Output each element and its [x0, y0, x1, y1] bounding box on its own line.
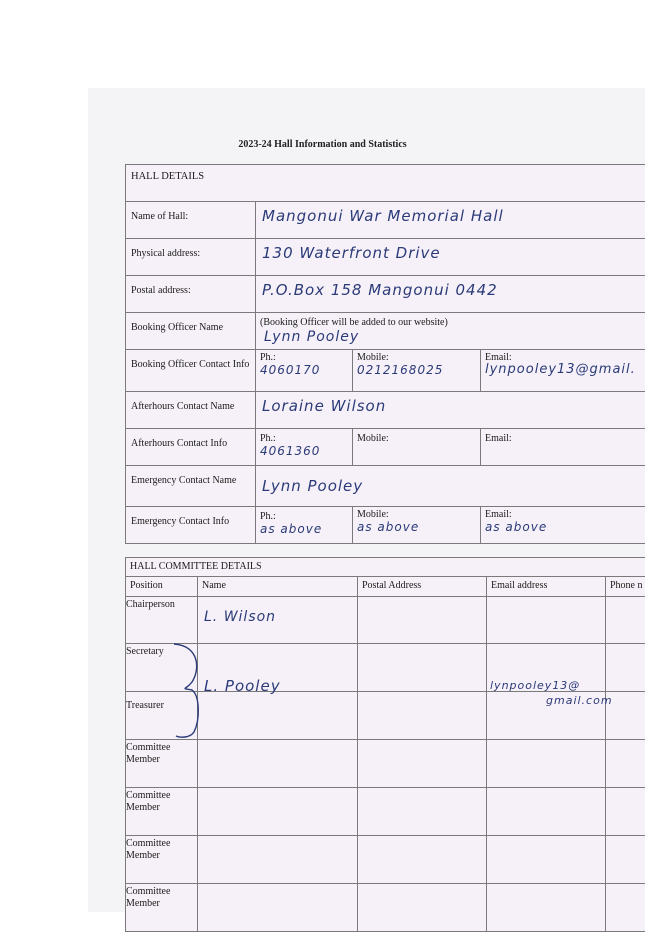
afterhours-mobile-label: Mobile:: [353, 429, 480, 444]
emergency-ph-value: as above: [256, 522, 352, 536]
header-postal-address: Postal Address: [358, 577, 487, 597]
emergency-ph-label: Ph.:: [256, 507, 352, 522]
value-physical-address: 130 Waterfront Drive: [256, 239, 645, 263]
hall-details-header-row: [126, 165, 645, 202]
value-emergency-name: Lynn Pooley: [256, 466, 645, 496]
header-name: Name: [198, 577, 358, 597]
afterhours-email-label: Email:: [481, 429, 645, 444]
committee-header-row: [126, 558, 645, 577]
committee-row-member-3: [126, 836, 645, 884]
booking-mobile-value: 0212168025: [353, 363, 480, 377]
position-secretary: Secretary: [126, 644, 197, 658]
value-postal-address: P.O.Box 158 Mangonui 0442: [256, 276, 645, 300]
value-booking-officer-name: Lynn Pooley: [256, 328, 645, 346]
row-emergency-info: [126, 507, 645, 544]
position-member-4: Committee Member: [126, 884, 197, 910]
label-afterhours-info: Afterhours Contact Info: [126, 429, 255, 453]
position-treasurer: Treasurer: [126, 692, 197, 712]
row-emergency-name: [126, 466, 645, 507]
afterhours-ph-label: Ph.:: [256, 429, 352, 444]
booking-officer-note: (Booking Officer will be added to our website): [256, 313, 645, 328]
label-physical-address: Physical address:: [126, 239, 255, 263]
handwritten-brace-mark: [170, 640, 206, 740]
committee-table: [125, 557, 645, 932]
name-chairperson: L. Wilson: [198, 597, 357, 625]
row-afterhours-info: [126, 429, 645, 466]
label-postal-address: Postal address:: [126, 276, 255, 300]
value-afterhours-name: Loraine Wilson: [256, 392, 645, 416]
position-member-1: Committee Member: [126, 740, 197, 766]
emergency-mobile-value: as above: [353, 520, 480, 534]
value-name-of-hall: Mangonui War Memorial Hall: [256, 202, 645, 226]
position-member-3: Committee Member: [126, 836, 197, 862]
email-secretary-treasurer-line2: gmail.com: [546, 694, 613, 707]
label-name-of-hall: Name of Hall:: [126, 202, 255, 226]
committee-row-member-1: [126, 740, 645, 788]
position-member-2: Committee Member: [126, 788, 197, 814]
emergency-email-label: Email:: [481, 507, 645, 520]
committee-column-headers: [126, 577, 645, 597]
email-secretary-treasurer-line1: lynpooley13@: [490, 679, 580, 692]
row-postal-address: [126, 276, 645, 313]
label-emergency-name: Emergency Contact Name: [126, 466, 255, 490]
booking-ph-label: Ph.:: [256, 350, 352, 363]
page-title: 2023-24 Hall Information and Statistics: [0, 139, 645, 150]
booking-email-label: Email:: [481, 350, 645, 363]
row-afterhours-name: [126, 392, 645, 429]
label-booking-officer-contact: Booking Officer Contact Info: [126, 350, 255, 374]
section-title-committee: HALL COMMITTEE DETAILS: [126, 558, 645, 575]
header-email-address: Email address: [487, 577, 606, 597]
emergency-email-value: as above: [481, 520, 645, 534]
emergency-mobile-label: Mobile:: [353, 507, 480, 520]
section-title-hall-details: HALL DETAILS: [126, 165, 645, 182]
label-booking-officer-name: Booking Officer Name: [126, 313, 255, 337]
row-booking-officer-name: [126, 313, 645, 350]
booking-ph-value: 4060170: [256, 363, 352, 377]
committee-row-member-4: [126, 884, 645, 932]
header-position: Position: [126, 577, 198, 597]
row-booking-officer-contact: [126, 350, 645, 392]
row-physical-address: [126, 239, 645, 276]
row-name-of-hall: [126, 202, 645, 239]
label-afterhours-name: Afterhours Contact Name: [126, 392, 255, 416]
hall-details-table: [125, 164, 645, 544]
header-phone: Phone n: [606, 577, 645, 597]
name-secretary-treasurer: L. Pooley: [204, 677, 281, 695]
booking-mobile-label: Mobile:: [353, 350, 480, 363]
committee-row-member-2: [126, 788, 645, 836]
committee-row-chairperson: [126, 597, 645, 644]
label-emergency-info: Emergency Contact Info: [126, 507, 255, 531]
afterhours-ph-value: 4061360: [256, 444, 352, 458]
position-chairperson: Chairperson: [126, 597, 197, 611]
booking-email-value: lynpooley13@gmail.: [481, 363, 645, 377]
